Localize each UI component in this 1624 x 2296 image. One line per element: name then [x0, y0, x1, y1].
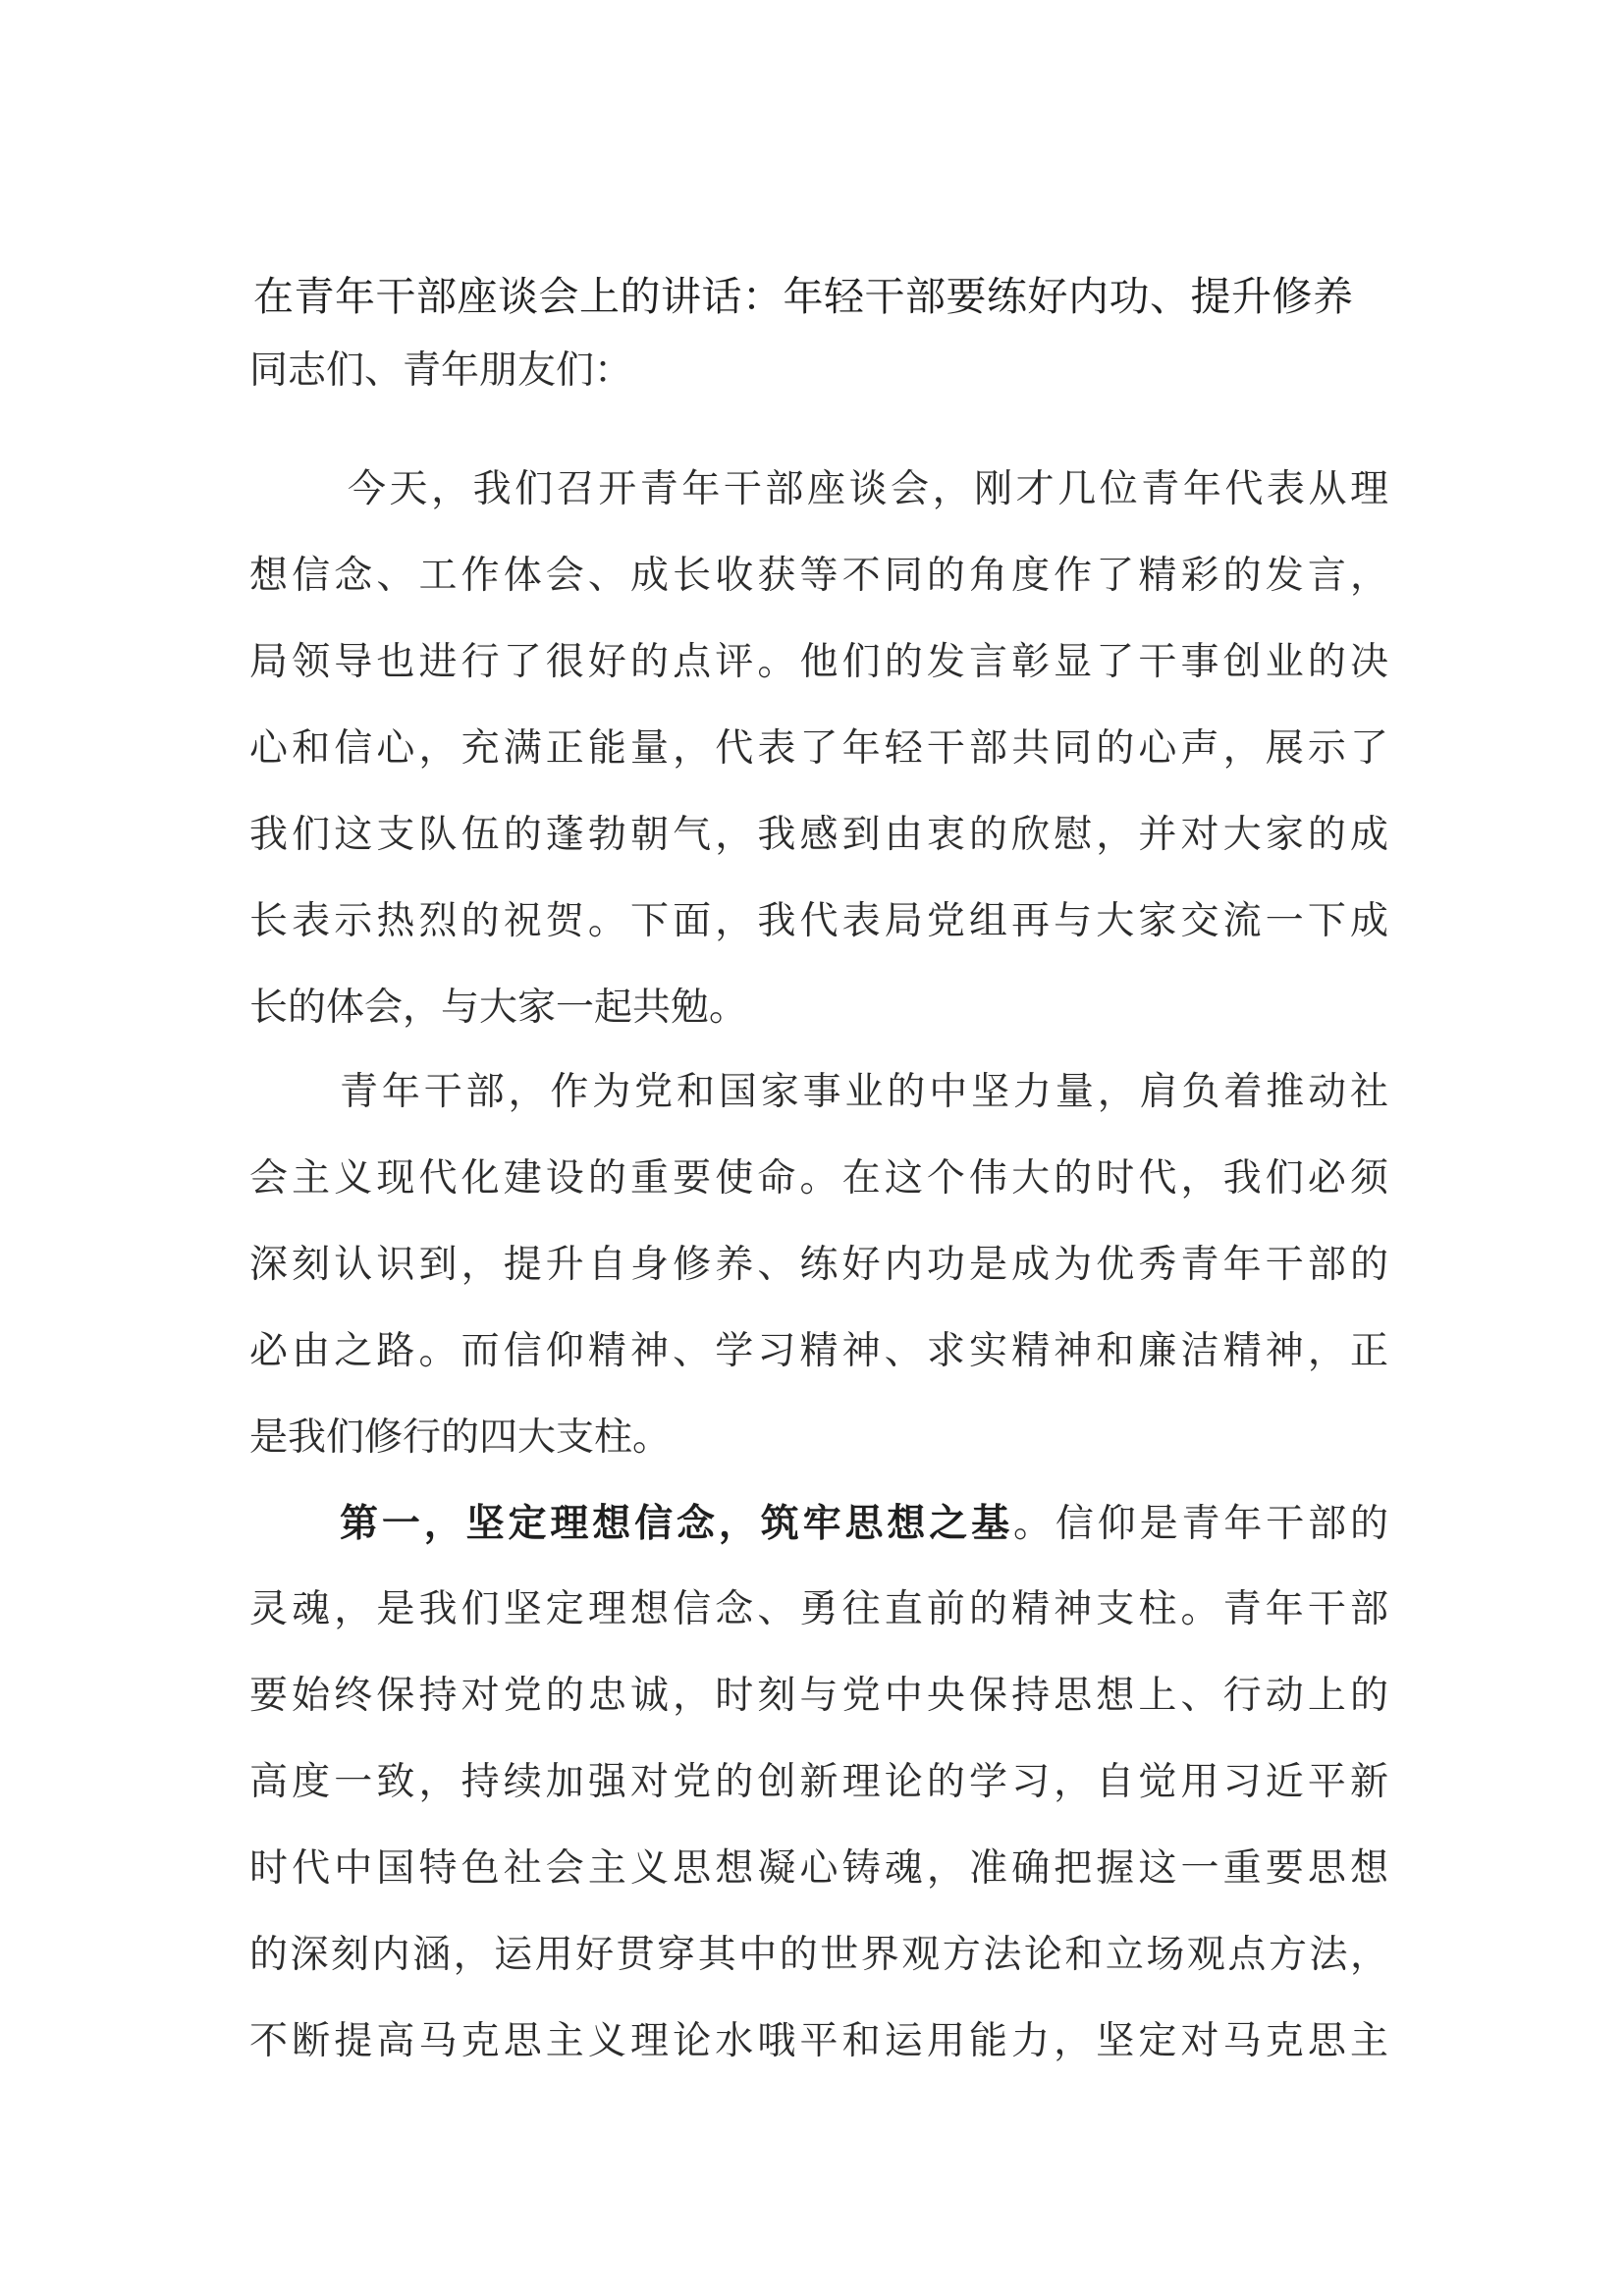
paragraph-line: 想信念、工作体会、成长收获等不同的角度作了精彩的发言， [249, 554, 1388, 598]
section-heading: 第一，坚定理想信念，筑牢思想之基 [340, 1501, 1013, 1546]
paragraph-line: 局领导也进行了很好的点评。他们的发言彰显了干事创业的决 [249, 640, 1388, 684]
paragraph-line: 高度一致，持续加强对党的创新理论的学习，自觉用习近平新 [249, 1760, 1388, 1804]
paragraph-line: 要始终保持对党的忠诚，时刻与党中央保持思想上、行动上的 [249, 1674, 1388, 1718]
paragraph-first-line [249, 1480, 1388, 1567]
salutation: 同志们、青年朋友们： [249, 348, 633, 393]
paragraph-line: 长的体会，与大家一起共勉。 [249, 986, 748, 1030]
paragraph-line: 时代中国特色社会主义思想凝心铸魂，准确把握这一重要思想 [249, 1846, 1388, 1891]
document-title: 在青年干部座谈会上的讲话：年轻干部要练好内功、提升修养 [253, 273, 1354, 320]
paragraph-line: 心和信心，充满正能量，代表了年轻干部共同的心声，展示了 [249, 726, 1388, 771]
paragraph-line: 今天，我们召开青年干部座谈会，刚才几位青年代表从理 [348, 467, 1388, 511]
paragraph-line: 灵魂，是我们坚定理想信念、勇往直前的精神支柱。青年干部 [249, 1587, 1388, 1631]
paragraph-line: 不断提高马克思主义理论水哦平和运用能力，坚定对马克思主 [249, 2019, 1388, 2063]
paragraph-first-point [249, 1480, 1388, 2085]
paragraph-line: 必由之路。而信仰精神、学习精神、求实精神和廉洁精神，正 [249, 1329, 1388, 1373]
paragraph-line: 会主义现代化建设的重要使命。在这个伟大的时代，我们必须 [249, 1156, 1388, 1201]
paragraph-opening [249, 447, 1388, 1051]
paragraph-first-line-text: 。信仰是青年干部的 [1012, 1502, 1388, 1546]
paragraph-context [249, 1049, 1388, 1481]
paragraph-line: 长表示热烈的祝贺。下面，我代表局党组再与大家交流一下成 [249, 899, 1388, 943]
paragraph-line: 深刻认识到，提升自身修养、练好内功是成为优秀青年干部的 [249, 1243, 1388, 1287]
paragraph-line: 的深刻内涵，运用好贯穿其中的世界观方法论和立场观点方法， [249, 1933, 1388, 1977]
paragraph-line: 青年干部，作为党和国家事业的中坚力量，肩负着推动社 [340, 1070, 1388, 1114]
paragraph-line: 是我们修行的四大支柱。 [249, 1415, 672, 1460]
paragraph-line: 我们这支队伍的蓬勃朝气，我感到由衷的欣慰，并对大家的成 [249, 813, 1388, 857]
